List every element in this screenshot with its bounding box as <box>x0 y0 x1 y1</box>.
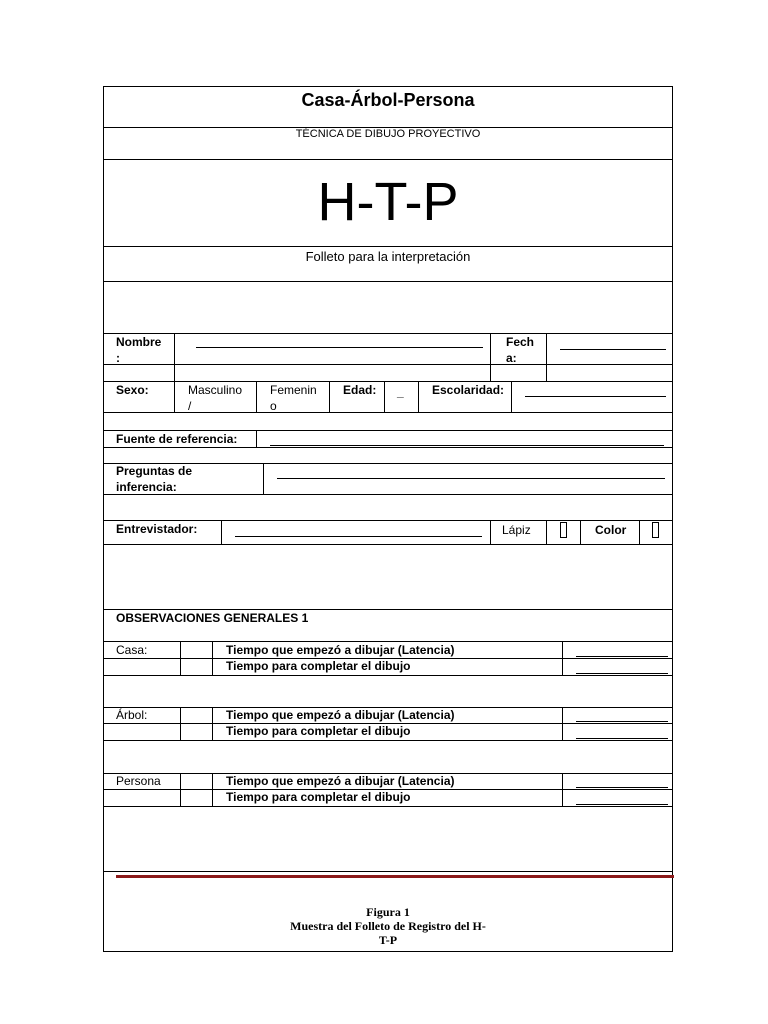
divider <box>256 430 257 447</box>
fecha-label-cont: a: <box>506 351 517 365</box>
arbol-latencia-field[interactable] <box>576 721 668 722</box>
divider <box>329 381 330 412</box>
divider <box>103 871 673 872</box>
divider <box>103 364 673 365</box>
persona-completar-field[interactable] <box>576 804 668 805</box>
accent-rule <box>116 875 674 878</box>
divider <box>212 773 213 806</box>
caption-description: Muestra del Folleto de Registro del H- <box>290 919 486 933</box>
arbol-completar-field[interactable] <box>576 738 668 739</box>
sexo-label: Sexo: <box>116 383 149 397</box>
divider <box>103 494 673 495</box>
nombre-colon: : <box>116 351 120 365</box>
divider <box>103 447 673 448</box>
casa-completar-field[interactable] <box>576 673 668 674</box>
divider <box>562 641 563 675</box>
divider <box>180 707 181 740</box>
divider <box>103 333 673 334</box>
observaciones-heading: OBSERVACIONES GENERALES 1 <box>116 611 309 625</box>
divider <box>103 740 673 741</box>
divider <box>212 707 213 740</box>
nombre-field[interactable] <box>196 347 483 348</box>
divider <box>562 773 563 806</box>
divider <box>103 246 673 247</box>
divider <box>639 520 640 544</box>
fuente-label: Fuente de referencia: <box>116 432 238 446</box>
casa-latencia-label: Tiempo que empezó a dibujar (Latencia) <box>226 643 455 657</box>
divider <box>174 333 175 381</box>
masculino-option-cont: / <box>188 399 192 413</box>
persona-latencia-label: Tiempo que empezó a dibujar (Latencia) <box>226 774 455 788</box>
preguntas-field[interactable] <box>277 478 665 479</box>
divider <box>263 463 264 494</box>
divider <box>418 381 419 412</box>
divider <box>103 675 673 676</box>
fuente-field[interactable] <box>270 445 664 446</box>
color-checkbox-icon[interactable] <box>652 522 659 538</box>
divider <box>580 520 581 544</box>
persona-completar-label: Tiempo para completar el dibujo <box>226 790 411 804</box>
fecha-label: Fech <box>506 335 535 349</box>
form-subtitle: TÉCNICA DE DIBUJO PROYECTIVO <box>295 128 481 140</box>
divider <box>490 333 491 381</box>
divider <box>180 773 181 806</box>
casa-label: Casa: <box>116 643 148 657</box>
edad-label: Edad: <box>343 383 377 397</box>
arbol-completar-label: Tiempo para completar el dibujo <box>226 724 411 738</box>
entrevistador-label: Entrevistador: <box>116 522 198 536</box>
divider <box>221 520 222 544</box>
test-code: H-T-P <box>317 172 459 232</box>
masculino-option[interactable]: Masculino <box>188 383 243 397</box>
divider <box>384 381 385 412</box>
arbol-latencia-label: Tiempo que empezó a dibujar (Latencia) <box>226 708 455 722</box>
form-title: Casa-Árbol-Persona <box>301 90 475 110</box>
persona-label: Persona <box>116 774 161 788</box>
divider <box>103 806 673 807</box>
casa-completar-label: Tiempo para completar el dibujo <box>226 659 411 673</box>
folleto-label: Folleto para la interpretación <box>305 249 471 264</box>
divider <box>546 333 547 381</box>
preguntas-label: Preguntas de <box>116 464 193 478</box>
divider <box>180 641 181 675</box>
divider <box>546 520 547 544</box>
arbol-label: Árbol: <box>116 708 148 722</box>
divider <box>511 381 512 412</box>
color-label: Color <box>595 523 627 537</box>
fecha-field[interactable] <box>560 349 666 350</box>
persona-latencia-field[interactable] <box>576 787 668 788</box>
femenino-option-cont: o <box>270 399 277 413</box>
caption-description-cont: T-P <box>378 933 398 947</box>
edad-field[interactable]: _ <box>397 385 404 399</box>
divider <box>562 707 563 740</box>
entrevistador-field[interactable] <box>235 536 482 537</box>
divider <box>490 520 491 544</box>
divider <box>103 281 673 282</box>
lapiz-label: Lápiz <box>502 523 531 537</box>
lapiz-checkbox-icon[interactable] <box>560 522 567 538</box>
divider <box>103 159 673 160</box>
figure-caption <box>233 905 543 947</box>
divider <box>103 544 673 545</box>
divider <box>256 381 257 412</box>
femenino-option[interactable]: Femenin <box>270 383 317 397</box>
casa-latencia-field[interactable] <box>576 656 668 657</box>
preguntas-label-cont: inferencia: <box>116 480 177 494</box>
divider <box>174 381 175 412</box>
caption-figura: Figura 1 <box>366 905 410 919</box>
escolaridad-field[interactable] <box>525 396 666 397</box>
nombre-label: Nombre <box>116 335 162 349</box>
divider <box>212 641 213 675</box>
escolaridad-label: Escolaridad: <box>432 383 505 397</box>
